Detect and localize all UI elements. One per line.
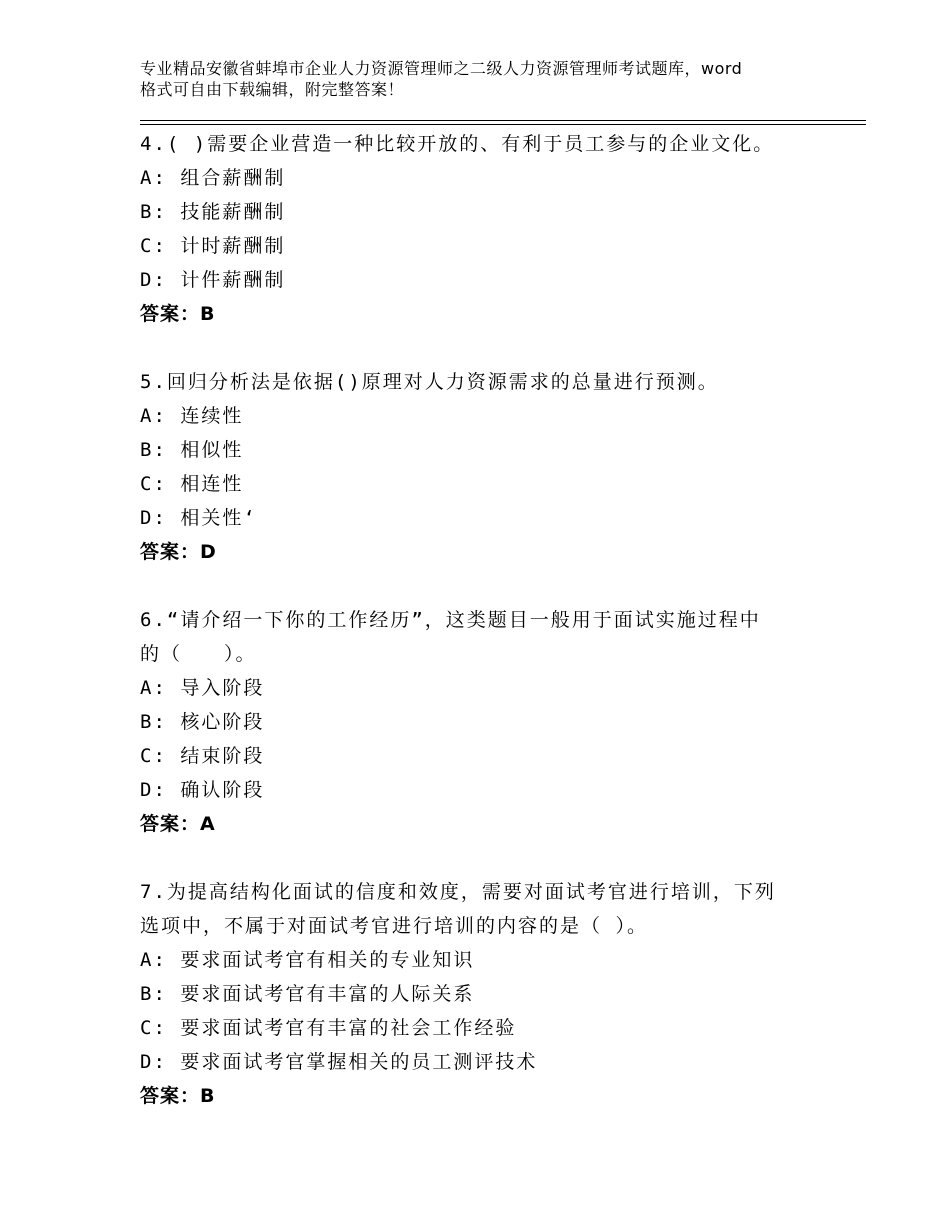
answer: 答案：B [140,303,216,325]
answer: 答案：A [140,813,216,835]
answer: 答案：B [140,1085,216,1107]
option-b: B: 核心阶段 [140,711,265,733]
question-text: 4.( )需要企业营造一种比较开放的、有利于员工参与的企业文化。 [140,133,775,155]
option-b: B: 技能薪酬制 [140,201,286,223]
answer: 答案：D [140,541,217,563]
option-c: C: 结束阶段 [140,745,265,767]
option-c: C: 要求面试考官有丰富的社会工作经验 [140,1017,517,1039]
option-a: A: 连续性 [140,405,244,427]
option-a: A: 组合薪酬制 [140,167,286,189]
option-a: A: 要求面试考官有相关的专业知识 [140,949,475,971]
question-text-line-2: 的（ ）。 [140,643,257,665]
question-4 [140,127,820,331]
header-line-2: 格式可自由下载编辑，附完整答案！ [140,80,405,99]
option-c: C: 相连性 [140,473,244,495]
question-text-line-1: 7.为提高结构化面试的信度和效度，需要对面试考官进行培训，下列 [140,881,776,903]
question-list [140,127,820,1147]
header-divider-top [140,120,866,121]
question-text-line-1: 6.“请介绍一下你的工作经历”，这类题目一般用于面试实施过程中 [140,609,761,631]
option-a: A: 导入阶段 [140,677,265,699]
question-text-line-2: 选项中，不属于对面试考官进行培训的内容的是（ ）。 [140,915,648,937]
option-d: D: 计件薪酬制 [140,269,286,291]
question-text: 5.回归分析法是依据()原理对人力资源需求的总量进行预测。 [140,371,719,393]
document-header [140,58,840,100]
option-b: B: 要求面试考官有丰富的人际关系 [140,983,475,1005]
option-d: D: 确认阶段 [140,779,265,801]
question-5 [140,365,820,569]
header-divider-bottom [140,124,866,125]
question-6 [140,603,820,841]
question-7 [140,875,820,1113]
option-d: D: 相关性‘ [140,507,257,529]
header-line-1: 专业精品安徽省蚌埠市企业人力资源管理师之二级人力资源管理师考试题库，word [140,59,743,78]
option-c: C: 计时薪酬制 [140,235,286,257]
option-d: D: 要求面试考官掌握相关的员工测评技术 [140,1051,538,1073]
option-b: B: 相似性 [140,439,244,461]
